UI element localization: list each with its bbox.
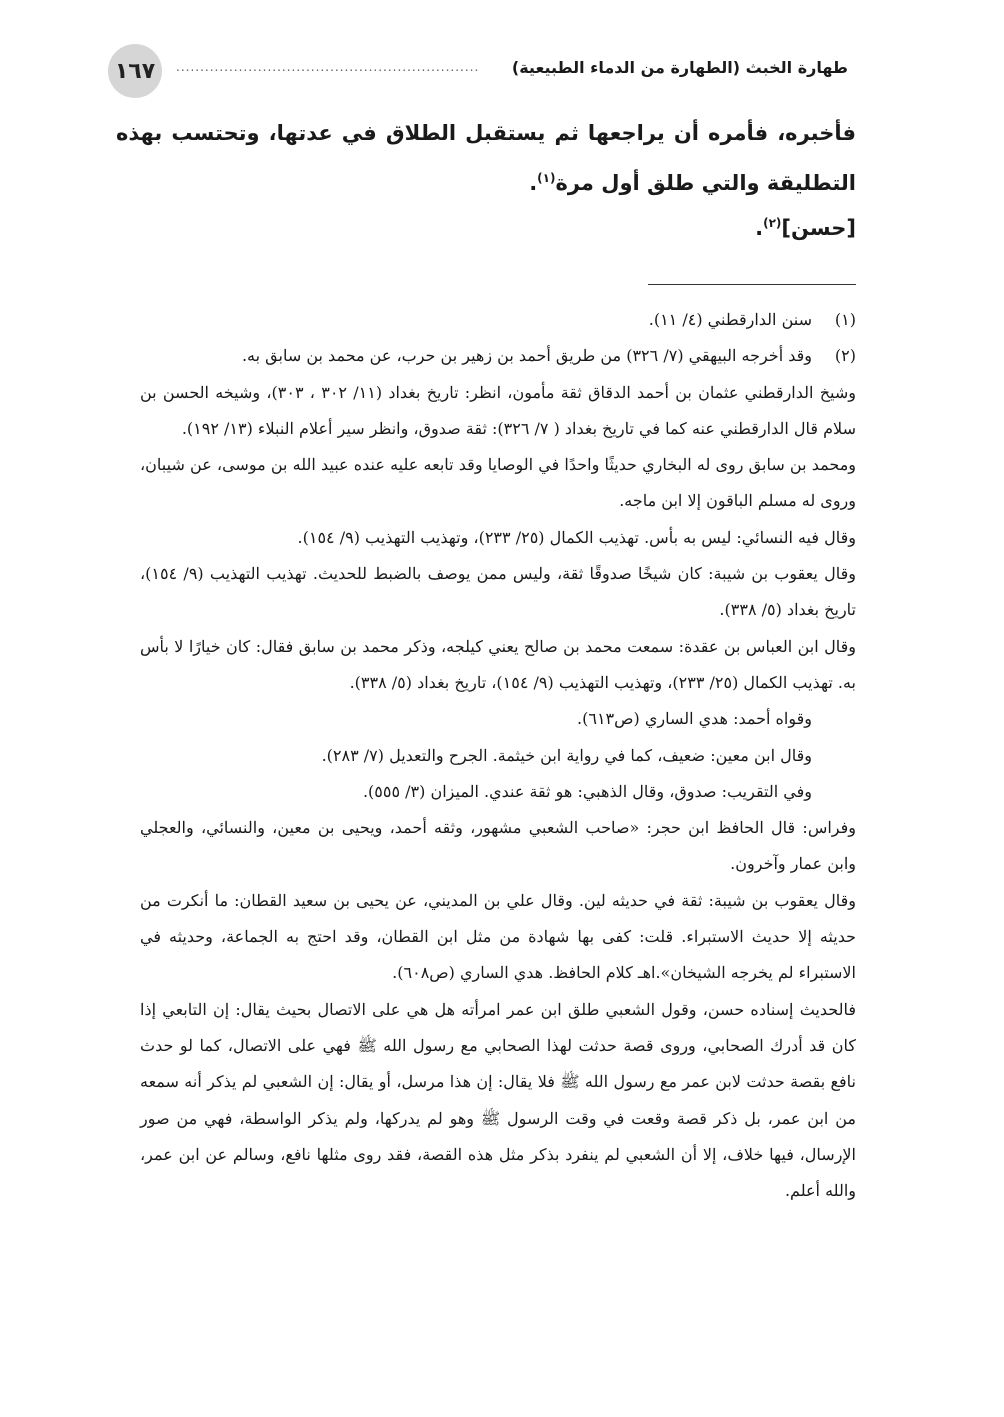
footnote-text: سنن الدارقطني (٤/ ١١). (648, 310, 812, 329)
footnote-ref-1: (١) (537, 171, 556, 185)
footnote-divider (648, 284, 856, 285)
grade-label: [حسن] (781, 216, 856, 240)
footnote-text: وقد أخرجه البيهقي (٧/ ٣٢٦) من طريق أحمد بن زهير بن حرب، عن محمد بن سابق به. (241, 346, 812, 366)
footnote-paragraph: وفراس: قال الحافظ ابن حجر: «صاحب الشعبي مشهور، وثقه أحمد، ويحيى بن معين، والنسائي، والعجلي وابن عمار وآخرون. (140, 818, 856, 874)
page-header (100, 40, 860, 100)
footnote-number: (١) (834, 310, 856, 329)
running-title: طهارة الخبث (الطهارة من الدماء الطبيعية) (511, 58, 848, 77)
hadith-grade: [حسن]$^{(٢)}$. (755, 216, 856, 240)
footnote-paragraph: وقال ابن معين: ضعيف، كما في رواية ابن خيثمة. الجرح والتعديل (٧/ ٢٨٣). (321, 745, 812, 765)
footnote-number: (٢) (834, 346, 856, 366)
leader-dots: ............................................................... (176, 60, 480, 74)
footnote-1 (140, 302, 856, 338)
footnote-paragraph: ومحمد بن سابق روى له البخاري حديثًا واحدًا في الوصايا وقد تابعه عليه عنده عبيد الله بن موسى، عن شيبان، وروى له مسلم الباقون إلا ابن ماجه. (140, 455, 856, 511)
footnote-ref-2: (٢) (763, 216, 782, 230)
footnotes (140, 302, 856, 1209)
main-text (116, 108, 856, 208)
footnote-paragraph: وقال ابن العباس بن عقدة: سمعت محمد بن صالح يعني كيلجه، وذكر محمد بن سابق فقال: كان خيارًا لا بأس به. تهذيب الكمال (٢٥/ ٢٣٣)، وتهذيب التهذيب (٩/ ١٥٤)، تاريخ بغداد (٥/ ٣٣٨). (140, 636, 856, 692)
footnote-paragraph: وشيخ الدارقطني عثمان بن أحمد الدقاق ثقة مأمون، انظر: تاريخ بغداد (١١/ ٣٠٢ ، ٣٠٣)، وشيخه الحسن بن سلام قال الدارقطني عنه كما في تاريخ بغداد ( ٧/ ٣٢٦): ثقة صدوق، وانظر سير أعلام النبلاء (١٣/ ١٩٢). (140, 382, 856, 438)
main-paragraph: فأخبره، فأمره أن يراجعها ثم يستقبل الطلاق في عدتها، وتحتسب بهذه التطليقة والتي طلق أول مرة$^{(١)}$. (116, 121, 856, 195)
footnote-paragraph: وقال فيه النسائي: ليس به بأس. تهذيب الكمال (٢٥/ ٢٣٣)، وتهذيب التهذيب (٩/ ١٥٤). (297, 527, 856, 547)
main-sentence: فأخبره، فأمره أن يراجعها ثم يستقبل الطلاق في عدتها، وتحتسب بهذه التطليقة والتي طلق أول مرة (116, 121, 856, 195)
footnote-paragraph: وقال يعقوب بن شيبة: ثقة في حديثه لين. وقال علي بن المديني، عن يحيى بن سعيد القطان: ما أنكرت من حديثه إلا حديث الاستبراء. قلت: كفى بها شهادة من مثل ابن القطان، وقد احتج به الجماعة، وحديثه في الاستبراء لم يخرجه الشيخان».اهـ كلام الحافظ. هدي الساري (ص٦٠٨). (140, 890, 856, 983)
footnote-2 (140, 338, 856, 374)
footnote-paragraph: وفي التقريب: صدوق، وقال الذهبي: هو ثقة عندي. الميزان (٣/ ٥٥٥). (362, 781, 812, 801)
footnote-paragraph: وقواه أحمد: هدي الساري (ص٦١٣). (577, 709, 812, 729)
footnote-paragraph: وقال يعقوب بن شيبة: كان شيخًا صدوقًا ثقة، وليس ممن يوصف بالضبط للحديث. تهذيب التهذيب (٩/ ١٥٤)، تاريخ بغداد (٥/ ٣٣٨). (140, 564, 857, 620)
page-number: ١٦٧ (108, 44, 162, 98)
footnote-paragraph: فالحديث إسناده حسن، وقول الشعبي طلق ابن عمر امرأته هل هي على الاتصال بحيث يقال: إن التابعي إذا كان قد أدرك الصحابي، وروى قصة حدثت لهذا الصحابي مع رسول الله ﷺ فهي على الاتصال، كما لو حدث نافع بقصة حدثت لابن عمر مع رسول الله ﷺ فلا يقال: إن هذا مرسل، أو يقال: إن الشعبي لم يذكر أنه سمعه من ابن عمر، بل ذكر قصة وقعت في وقت الرسول ﷺ وهو لم يدركها، ولم يذكر الواسطة، فهي من صور الإرسال، فيها خلاف، إلا أن الشعبي لم ينفرد بذكر مثل هذه القصة، فقد روى مثلها نافع، وسالم عن ابن عمر، والله أعلم. (140, 999, 856, 1201)
